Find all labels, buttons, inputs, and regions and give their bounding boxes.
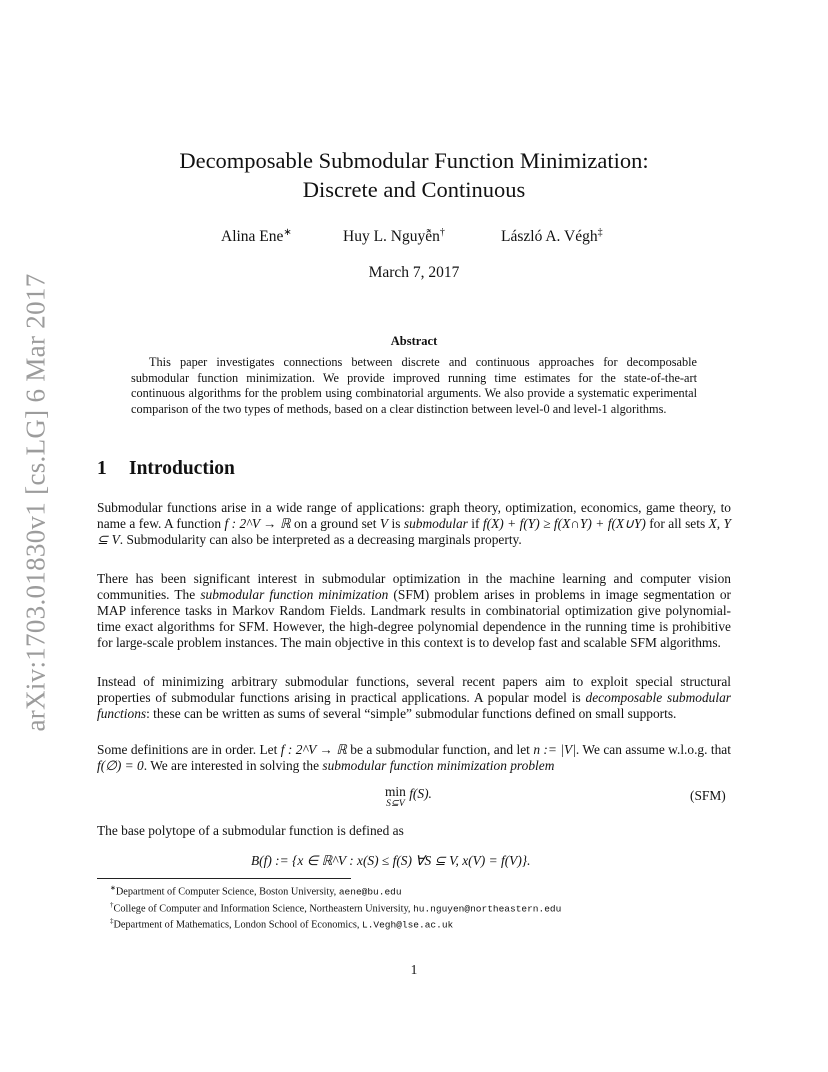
paper-title [0, 146, 828, 204]
footnote-2-email: hu.nguyen@northeastern.edu [413, 903, 562, 915]
term-sfm-problem: submodular function minimization problem [322, 757, 555, 773]
math-f-map-2: f : 2^V → ℝ [280, 742, 347, 757]
author-1: Alina Ene∗ [221, 227, 292, 246]
footnotes [110, 882, 750, 932]
math-n-def: n := |V| [533, 742, 576, 757]
math-f-map: f : 2^V → ℝ [224, 515, 291, 531]
min-operator: min S⊆V [385, 784, 406, 809]
section-heading [97, 458, 235, 480]
math-submodular-inequality: f(X) + f(Y) ≥ f(X∩Y) + f(X∪Y) [482, 515, 646, 531]
term-sfm: submodular function minimization [200, 586, 389, 602]
min-subscript: S⊆V [386, 799, 405, 809]
math-V: V [379, 515, 389, 531]
footnote-1-email: aene@bu.edu [338, 886, 402, 898]
abstract-text: This paper investigates connections between discrete and continuous approaches for decomposable submodular function minimization. We provide improved running time estimates for the state-of-the-art continuous algorithms for the problem using combinatorial arguments. We also provide a systematic experimental comparison of the two types of methods, based on a clear distinction between level-0 and level-1 algorithms. [131, 355, 697, 416]
arxiv-identifier-text: arXiv:1703.01830v1 [cs.LG] 6 Mar 2017 [20, 272, 51, 732]
sfm-equation [385, 786, 432, 810]
paragraph-2: There has been significant interest in submodular optimization in the machine learning and computer vision communities. The submodular function minimization (SFM) problem arises in problems in image segmentation or MAP inference tasks in Markov Random Fields. Landmark results in combinatorial optimization give polynomial-time exact algorithms for SFM. However, the high-degree polynomial dependence in the running time is prohibitive for large-scale problem instances. The main objective in this context is to develop fast and scalable SFM algorithms. [97, 571, 731, 650]
author-2-mark: † [439, 227, 445, 238]
sfm-equation-tag: (SFM) [690, 788, 726, 803]
paragraph-4: Some definitions are in order. Let f : 2^V → ℝ be a submodular function, and let n := |V|. We can assume w.l.o.g. that f(∅) = 0. We are interested in solving the submodular function minimization problem [97, 742, 731, 773]
title-line-2: Discrete and Continuous [302, 177, 526, 202]
author-3: László A. Végh‡ [501, 227, 603, 246]
math-XY-subset: X, Y ⊆ V [97, 515, 731, 547]
footnote-1: ∗Department of Computer Science, Boston University, aene@bu.edu [110, 884, 402, 898]
math-f-empty: f(∅) = 0 [97, 757, 144, 773]
paragraph-5: The base polytope of a submodular function is defined as [97, 823, 404, 838]
min-expression: f(S). [409, 786, 432, 801]
author-1-mark: ∗ [283, 227, 292, 238]
footnote-3-email: L.Vegh@lse.ac.uk [362, 919, 454, 931]
base-polytope-equation: B(f) := {x ∈ ℝ^V : x(S) ≤ f(S) ∀S ⊆ V, x(V) = f(V)}. [251, 853, 531, 868]
author-2: Huy L. Nguyễn† [343, 227, 445, 246]
section-number: 1 [97, 458, 107, 479]
paragraph-1: Submodular functions arise in a wide range of applications: graph theory, optimization, economics, game theory, to name a few. A function f : 2^V → ℝ on a ground set V is submodular if f(X) + f(Y) ≥ f(X∩Y) + f(X∪Y) for all sets X, Y ⊆ V. Submodularity can also be interpreted as a decreasing marginals property. [97, 500, 731, 547]
footnote-3: ‡Department of Mathematics, London School of Economics, L.Vegh@lse.ac.uk [110, 917, 454, 931]
term-submodular: submodular [403, 515, 468, 531]
title-line-1: Decomposable Submodular Function Minimization: [179, 148, 649, 173]
footnote-2: †College of Computer and Information Science, Northeastern University, hu.nguyen@northeastern.edu [110, 900, 562, 915]
paper-date: March 7, 2017 [368, 264, 460, 281]
author-3-mark: ‡ [597, 227, 603, 238]
section-title: Introduction [129, 458, 235, 479]
page-number: 1 [410, 962, 418, 977]
paragraph-3: Instead of minimizing arbitrary submodular functions, several recent papers aim to exploit special structural properties of submodular functions arising in practical applications. A popular model is decomposable submodular functions: these can be written as sums of several “simple” submodular functions defined on small supports. [97, 674, 731, 721]
abstract-heading: Abstract [390, 334, 438, 348]
footnote-rule [97, 878, 351, 879]
term-decomposable: decomposable submodular functions [97, 689, 731, 721]
